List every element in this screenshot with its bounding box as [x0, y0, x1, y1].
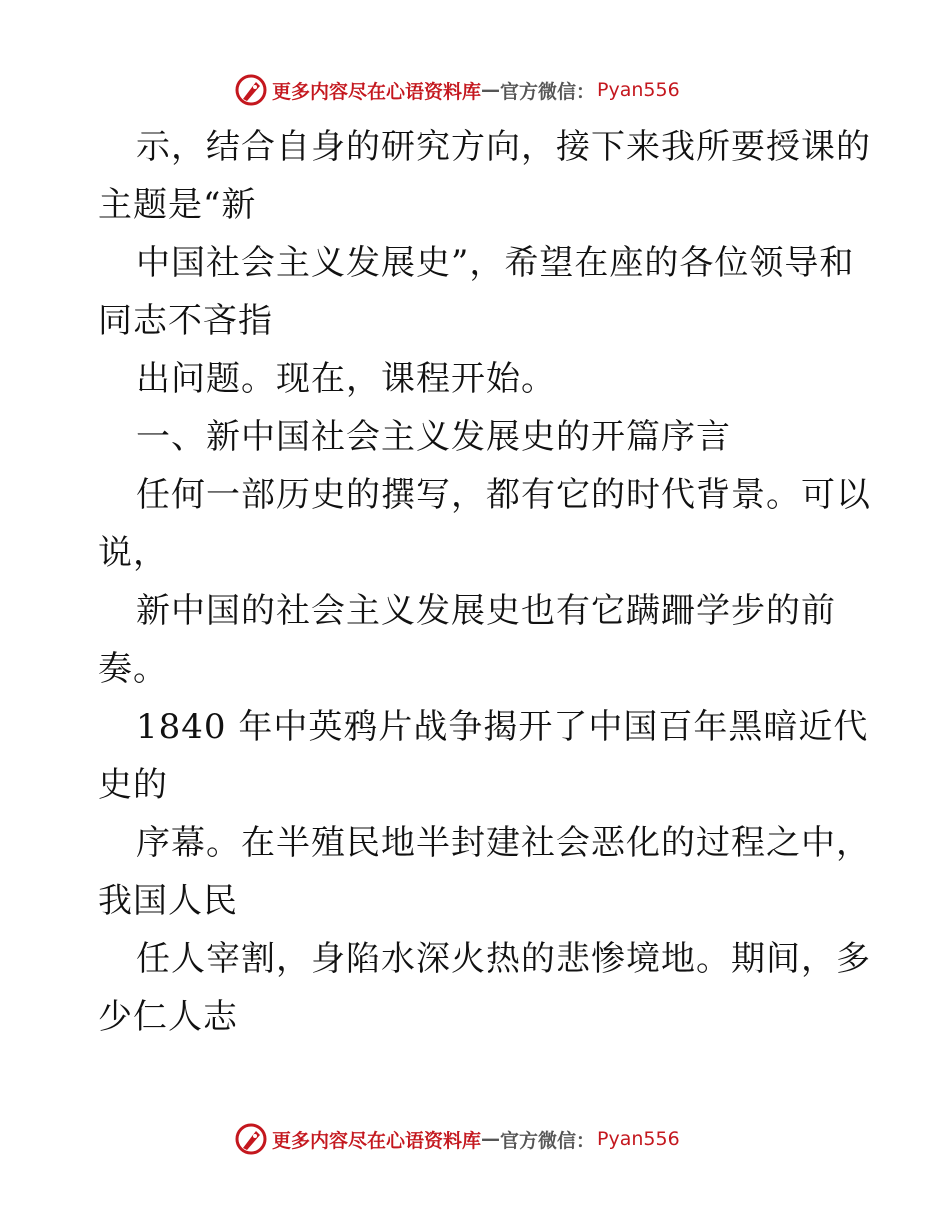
text-line: 示，结合自身的研究方向，接下来我所要授课的 — [136, 127, 871, 167]
header-watermark — [234, 72, 680, 108]
header-wechat-label: 官方微信： — [500, 80, 596, 103]
document-body — [98, 118, 871, 1046]
text-line: 主题是“新 — [98, 185, 257, 225]
footer-site-name: 更多内容尽在心语资料库 — [272, 1129, 482, 1152]
pen-nib-icon — [234, 73, 268, 107]
text-line: 同志不吝指 — [98, 301, 273, 341]
text-line: 奏。 — [98, 649, 168, 689]
header-separator: — — [481, 79, 501, 101]
footer-separator: — — [481, 1128, 501, 1150]
footer-watermark — [234, 1121, 680, 1157]
header-wechat-id: Pyan556 — [597, 79, 680, 101]
text-line: 出问题。现在，课程开始。 — [136, 359, 556, 399]
text-line: 任何一部历史的撰写，都有它的时代背景。可以 — [136, 475, 871, 515]
text-line: 1840 年中英鸦片战争揭开了中国百年黑暗近代 — [136, 707, 869, 747]
text-line: 我国人民 — [98, 881, 238, 921]
text-line: 新中国的社会主义发展史也有它蹒跚学步的前 — [136, 591, 836, 631]
text-line: 史的 — [98, 765, 168, 805]
pen-nib-icon — [234, 1122, 268, 1156]
header-site-name: 更多内容尽在心语资料库 — [272, 80, 482, 103]
text-line: 任人宰割，身陷水深火热的悲惨境地。期间，多 — [136, 939, 871, 979]
footer-wechat-label: 官方微信： — [500, 1129, 596, 1152]
text-line: 少仁人志 — [98, 997, 238, 1037]
text-line: 中国社会主义发展史”，希望在座的各位领导和 — [136, 243, 855, 283]
footer-wechat-id: Pyan556 — [597, 1128, 680, 1150]
text-line: 说， — [98, 533, 168, 573]
text-line: 序幕。在半殖民地半封建社会恶化的过程之中， — [136, 823, 871, 863]
section-heading: 一、新中国社会主义发展史的开篇序言 — [136, 417, 731, 457]
